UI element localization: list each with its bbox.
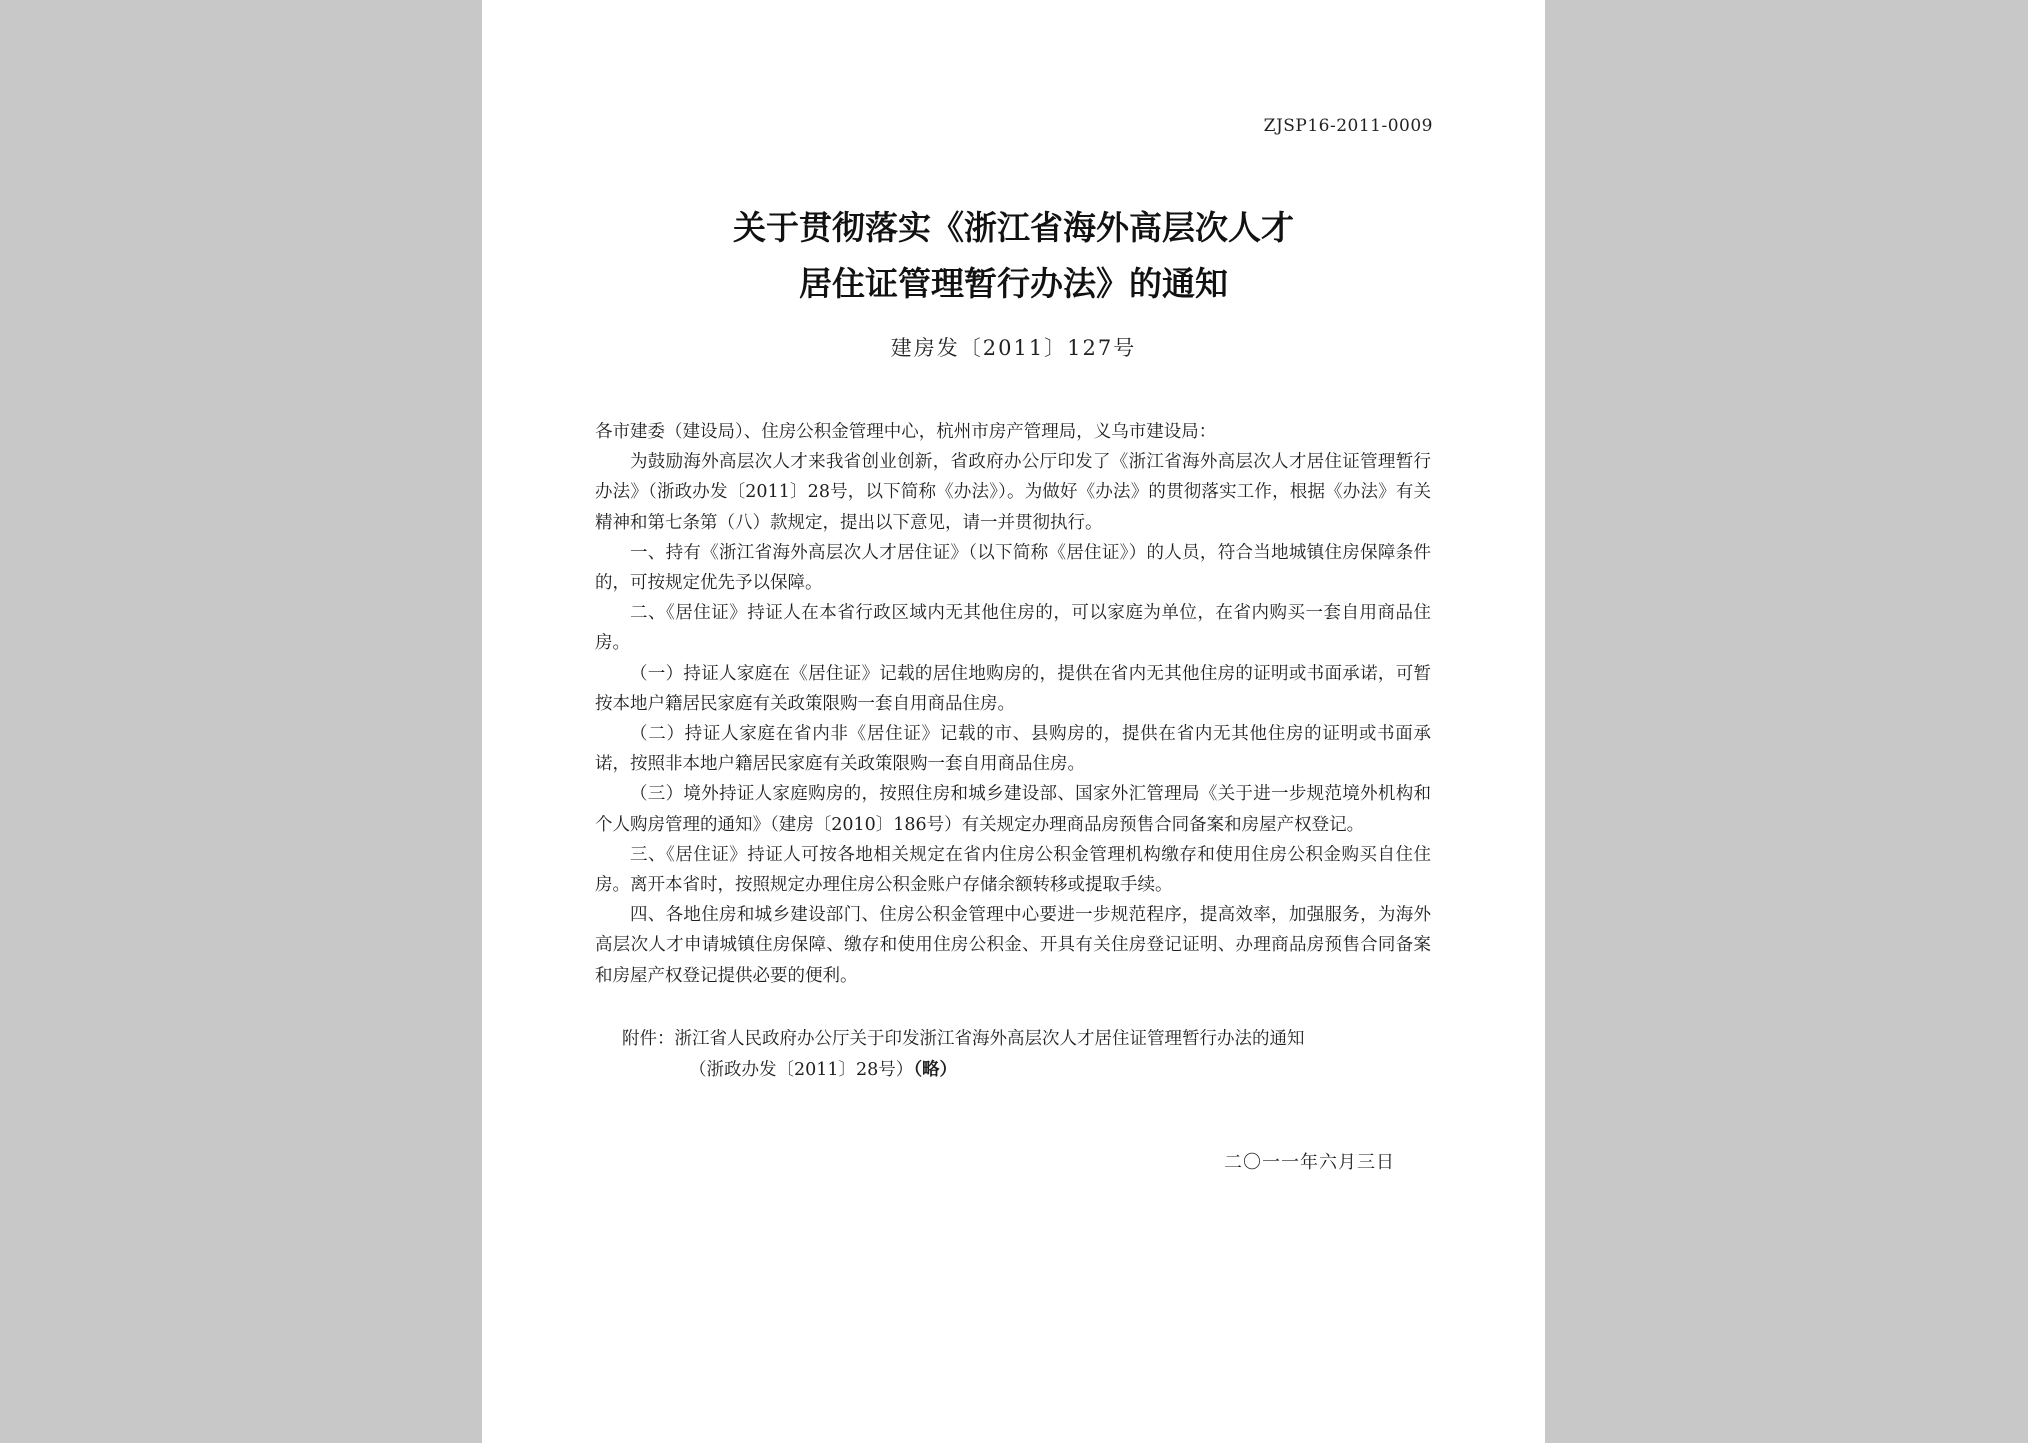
paragraph: 一、持有《浙江省海外高层次人才居住证》（以下简称《居住证》）的人员，符合当地城镇住房保障条件的，可按规定优先予以保障。 (595, 542, 1431, 594)
document-number: 建房发〔2011〕127号 (890, 336, 1137, 360)
paragraph: （一）持证人家庭在《居住证》记载的居住地购房的，提供在省内无其他住房的证明或书面承诺，可暂按本地户籍居民家庭有关政策限购一套自用商品住房。 (595, 663, 1431, 714)
title-line-2: 居住证管理暂行办法》的通知 (799, 264, 1228, 303)
addressee: 各市建委（建设局）、住房公积金管理中心，杭州市房产管理局，义乌市建设局： (595, 422, 1217, 442)
document-date: 二〇一一年六月三日 (1224, 1152, 1395, 1173)
document-code: ZJSP16-2011-0009 (1263, 116, 1433, 136)
attachment-line-2 (622, 1055, 1442, 1086)
paragraph: （三）境外持证人家庭购房的，按照住房和城乡建设部、国家外汇管理局《关于进一步规范境外机构和个人购房管理的通知》（建房〔2010〕186号）有关规定办理商品房预售合同备案和房屋产权登记。 (595, 784, 1431, 835)
document-body (595, 417, 1431, 991)
paragraph: 二、《居住证》持证人在本省行政区域内无其他住房的，可以家庭为单位，在省内购买一套自用商品住房。 (595, 603, 1431, 654)
document-page (482, 0, 1545, 1443)
attachment-doc-number: （浙政办发〔2011〕28号） (689, 1060, 914, 1080)
paragraph: （二）持证人家庭在省内非《居住证》记载的市、县购房的，提供在省内无其他住房的证明或书面承诺，按照非本地户籍居民家庭有关政策限购一套自用商品住房。 (595, 724, 1431, 775)
document-title (482, 200, 1545, 312)
attachment-line-1: 附件：浙江省人民政府办公厅关于印发浙江省海外高层次人才居住证管理暂行办法的通知 (622, 1029, 1305, 1049)
title-line-1: 关于贯彻落实《浙江省海外高层次人才 (733, 208, 1294, 247)
paragraph: 三、《居住证》持证人可按各地相关规定在省内住房公积金管理机构缴存和使用住房公积金购买自住住房。离开本省时，按照规定办理住房公积金账户存储余额转移或提取手续。 (595, 844, 1431, 896)
paragraph: 为鼓励海外高层次人才来我省创业创新，省政府办公厅印发了《浙江省海外高层次人才居住证管理暂行办法》（浙政办发〔2011〕28号，以下简称《办法》）。为做好《办法》的贯彻落实工作，根据《办法》有关精神和第七条第（八）款规定，提出以下意见，请一并贯彻执行。 (595, 452, 1431, 533)
paragraph: 四、各地住房和城乡建设部门、住房公积金管理中心要进一步规范程序，提高效率，加强服务，为海外高层次人才申请城镇住房保障、缴存和使用住房公积金、开具有关住房登记证明、办理商品房预售合同备案和房屋产权登记提供必要的便利。 (595, 905, 1431, 986)
attachment-omitted: （略） (913, 1060, 958, 1080)
attachment-note (622, 1024, 1442, 1086)
